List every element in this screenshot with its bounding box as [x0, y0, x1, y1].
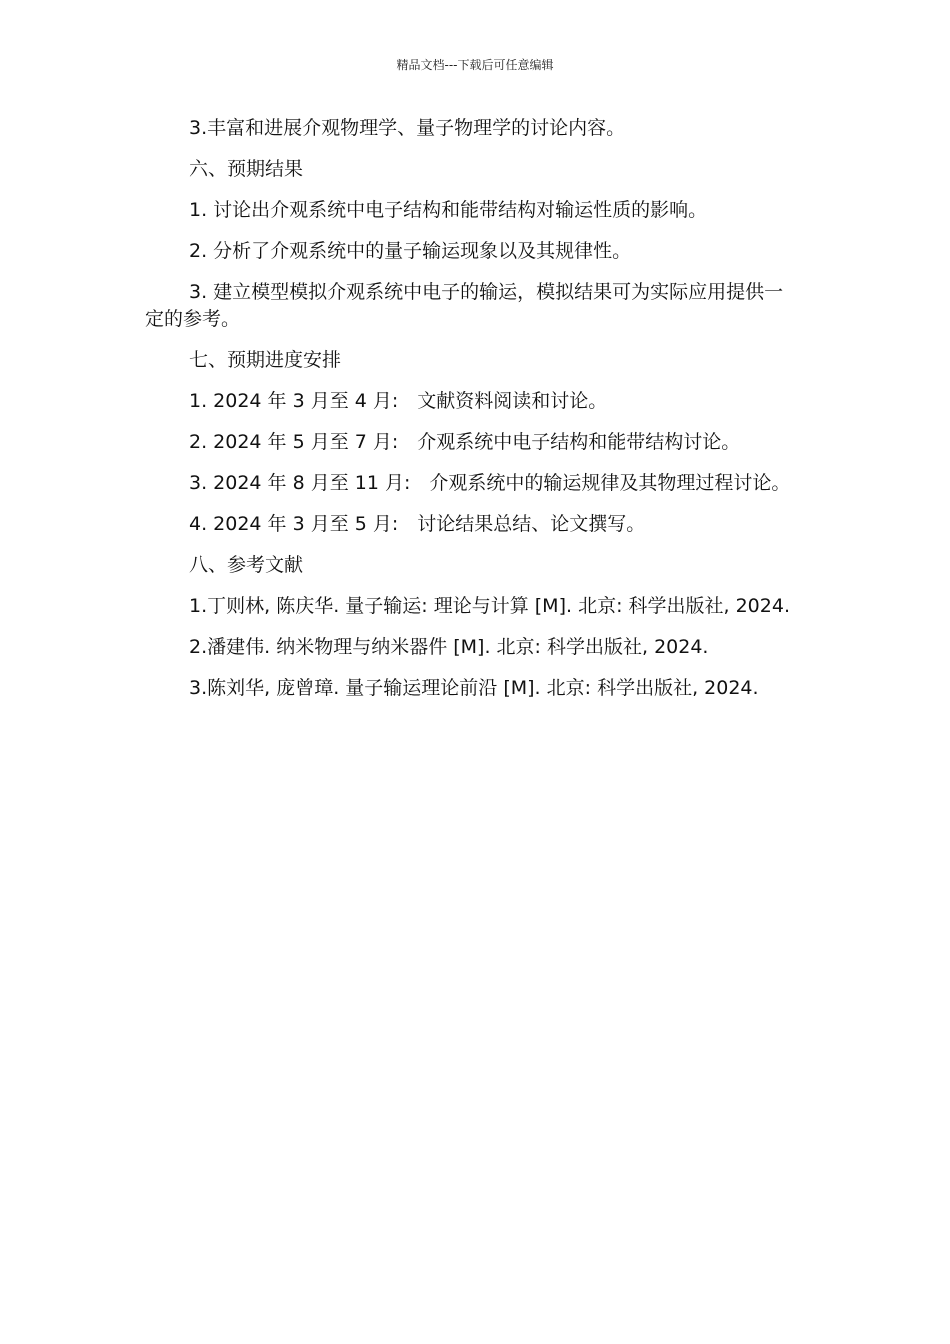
paragraph-schedule-4: 4. 2024 年 3 月至 5 月: 讨论结果总结、论文撰写。	[189, 513, 646, 535]
reference-item-1: 1.丁则林, 陈庆华. 量子输运: 理论与计算 [M]. 北京: 科学出版社, 2024.	[189, 595, 790, 617]
page-header: 精品文档---下载后可任意编辑	[396, 58, 554, 72]
paragraph-significance-3: 3.丰富和进展介观物理学、量子物理学的讨论内容。	[189, 117, 626, 139]
paragraph-result-3: 3. 建立模型模拟介观系统中电子的输运，模拟结果可为实际应用提供一定的参考。	[145, 281, 784, 330]
reference-item-2: 2.潘建伟. 纳米物理与纳米器件 [M]. 北京: 科学出版社, 2024.	[189, 636, 709, 658]
paragraph-schedule-2: 2. 2024 年 5 月至 7 月: 介观系统中电子结构和能带结构讨论。	[189, 431, 741, 453]
paragraph-result-1: 1. 讨论出介观系统中电子结构和能带结构对输运性质的影响。	[189, 199, 708, 221]
reference-item-3: 3.陈刘华, 庞曾璋. 量子输运理论前沿 [M]. 北京: 科学出版社, 2024.	[189, 677, 759, 699]
paragraph-result-2: 2. 分析了介观系统中的量子输运现象以及其规律性。	[189, 240, 632, 262]
paragraph-schedule-3: 3. 2024 年 8 月至 11 月: 介观系统中的输运规律及其物理过程讨论。	[189, 472, 791, 494]
section-heading-schedule: 七、预期进度安排	[189, 349, 342, 371]
section-heading-expected-results: 六、预期结果	[189, 158, 304, 180]
document-body	[145, 115, 800, 716]
paragraph-schedule-1: 1. 2024 年 3 月至 4 月: 文献资料阅读和讨论。	[189, 390, 608, 412]
section-heading-references: 八、参考文献	[189, 554, 304, 576]
